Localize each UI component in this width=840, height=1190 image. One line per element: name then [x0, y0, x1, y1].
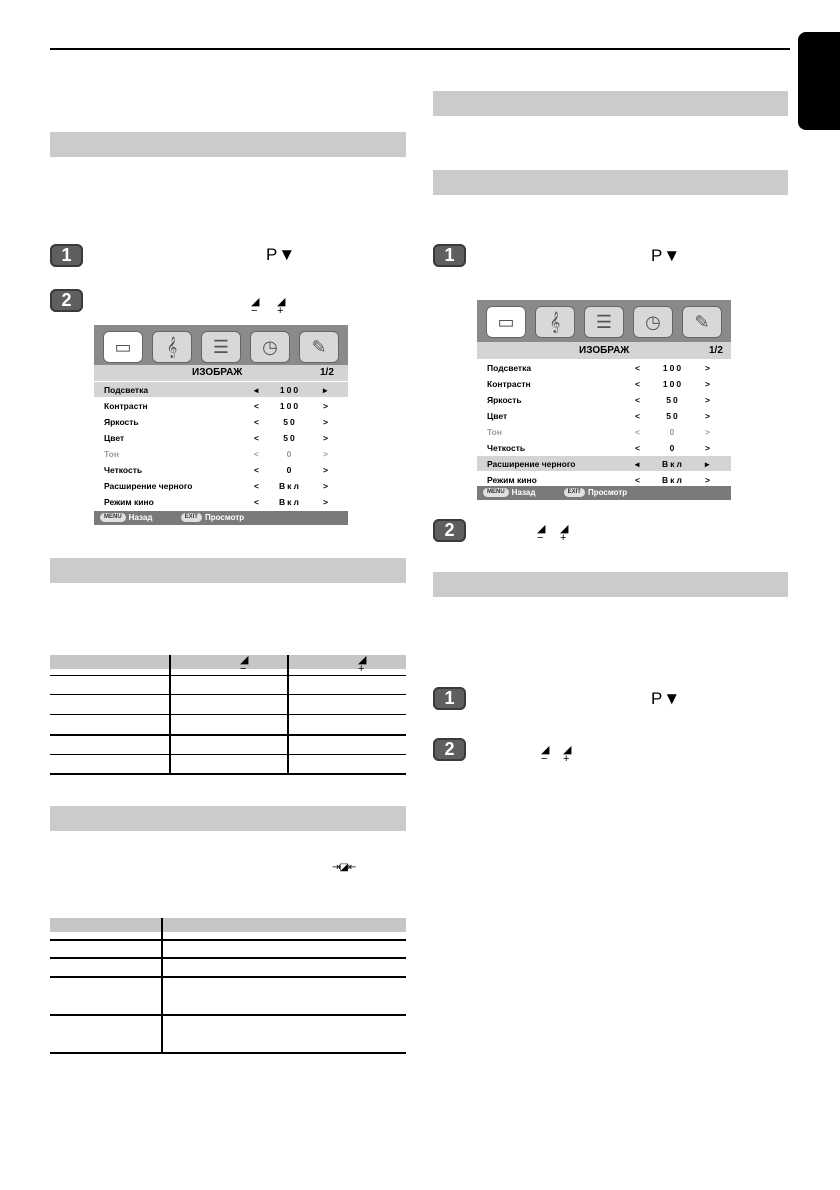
- decrease-arrow: <: [254, 401, 259, 411]
- increase-arrow: >: [323, 433, 328, 443]
- language-tab: [798, 32, 840, 130]
- menu-footer: [94, 511, 348, 525]
- menu-row-value: 100: [662, 363, 684, 373]
- menu-row-value: 100: [662, 379, 684, 389]
- header-rule: [50, 48, 790, 50]
- menu-row-value: 50: [666, 411, 680, 421]
- table2-row-line: [50, 976, 406, 978]
- table1-row-line: [50, 675, 406, 676]
- volume-plus-icon: ◢ +: [277, 296, 286, 317]
- section-bar-left-1: [50, 132, 406, 157]
- decrease-arrow: ◂: [635, 459, 640, 469]
- menu-row-value: 0: [286, 449, 294, 459]
- program-down-key-right-b: P▼: [651, 689, 682, 708]
- decrease-arrow: <: [254, 449, 259, 459]
- menu-row-label: Расширение черного: [487, 459, 576, 469]
- table2-row-line: [50, 957, 406, 959]
- menu-row[interactable]: [477, 472, 731, 487]
- menu-row-label: Контрастн: [104, 401, 148, 411]
- menu-row[interactable]: [94, 430, 348, 445]
- setup-tab-icon[interactable]: ☰: [584, 306, 624, 338]
- volume-minus-icon: ◢ −: [537, 523, 546, 544]
- menu-row[interactable]: [477, 360, 731, 375]
- increase-arrow: ▸: [705, 459, 710, 469]
- decrease-arrow: <: [635, 379, 640, 389]
- decrease-arrow: <: [254, 465, 259, 475]
- program-down-key-left: P▼: [266, 245, 297, 264]
- table1-row-line: [50, 734, 406, 736]
- menu-row-label: Подсветка: [487, 363, 532, 373]
- menu-row[interactable]: [94, 398, 348, 413]
- table2-row-line: [50, 939, 406, 941]
- sound-tab-icon[interactable]: 𝄞: [535, 306, 575, 338]
- menu-title: ИЗОБРАЖ: [579, 345, 630, 356]
- picture-menu-left: [94, 325, 348, 525]
- increase-arrow: >: [323, 401, 328, 411]
- table1-row-line: [50, 694, 406, 695]
- table1-volume-plus-icon: ◢ +: [358, 654, 367, 675]
- step-2-badge-right-b: 2: [433, 738, 466, 761]
- volume-minus-icon: ◢ −: [541, 744, 550, 765]
- increase-arrow: >: [323, 497, 328, 507]
- table1-bottom-line: [50, 773, 406, 775]
- menu-row-value: 50: [283, 417, 297, 427]
- picture-tab-icon[interactable]: ▭: [103, 331, 143, 363]
- back-label: Назад: [128, 513, 153, 522]
- menu-title-row: [477, 342, 731, 359]
- decrease-arrow: <: [635, 411, 640, 421]
- increase-arrow: >: [705, 475, 710, 485]
- menu-row-value: 0: [286, 465, 294, 475]
- increase-arrow: >: [323, 417, 328, 427]
- increase-arrow: >: [323, 449, 328, 459]
- increase-arrow: >: [705, 427, 710, 437]
- menu-row-label: Четкость: [104, 465, 143, 475]
- menu-icon-strip: [94, 325, 348, 365]
- picture-size-key-icon: ⇥◪⇤: [332, 862, 356, 873]
- program-down-key-right: P▼: [651, 246, 682, 265]
- menu-row[interactable]: [94, 478, 348, 493]
- decrease-arrow: <: [635, 427, 640, 437]
- menu-row-label: Четкость: [487, 443, 526, 453]
- menu-row-value: Вкл: [662, 459, 684, 469]
- section-bar-right-1: [433, 91, 788, 116]
- increase-arrow: >: [705, 443, 710, 453]
- menu-row-value: Вкл: [279, 481, 301, 491]
- step-2-badge-left: 2: [50, 289, 83, 312]
- menu-row-label: Цвет: [487, 411, 508, 421]
- sound-tab-icon[interactable]: 𝄞: [152, 331, 192, 363]
- menu-title-row: [94, 365, 348, 381]
- exit-key: EXIT: [564, 488, 585, 497]
- menu-row-label: Тон: [487, 427, 502, 437]
- view-label: Просмотр: [587, 488, 628, 497]
- menu-row[interactable]: [477, 424, 731, 439]
- increase-arrow: >: [705, 379, 710, 389]
- menu-page: 1/2: [709, 345, 723, 356]
- decrease-arrow: <: [635, 395, 640, 405]
- increase-arrow: >: [705, 395, 710, 405]
- menu-row-label: Подсветка: [104, 385, 149, 395]
- increase-arrow: ▸: [323, 385, 328, 395]
- section-bar-right-2: [433, 170, 788, 195]
- back-label: Назад: [511, 488, 536, 497]
- volume-plus-icon: ◢ +: [560, 523, 569, 544]
- menu-row[interactable]: [477, 376, 731, 391]
- table1-row-line: [50, 714, 406, 715]
- increase-arrow: >: [705, 411, 710, 421]
- menu-row[interactable]: [477, 456, 731, 471]
- menu-row-value: Вкл: [662, 475, 684, 485]
- menu-row-value: 0: [669, 427, 677, 437]
- menu-row-label: Контрастн: [487, 379, 531, 389]
- menu-row-label: Яркость: [487, 395, 522, 405]
- menu-row[interactable]: [477, 392, 731, 407]
- volume-minus-icon: ◢ −: [251, 296, 260, 317]
- menu-row[interactable]: [94, 414, 348, 429]
- table2-bottom-line: [50, 1052, 406, 1054]
- step-1-badge-right: 1: [433, 244, 466, 267]
- decrease-arrow: <: [254, 433, 259, 443]
- decrease-arrow: ◂: [254, 385, 259, 395]
- menu-page: 1/2: [320, 367, 334, 378]
- menu-row-label: Режим кино: [104, 497, 154, 507]
- table1-volume-minus-icon: ◢ −: [240, 654, 249, 675]
- increase-arrow: >: [323, 465, 328, 475]
- menu-row-value: Вкл: [279, 497, 301, 507]
- menu-row-label: Тон: [104, 449, 119, 459]
- table1-row-line: [50, 754, 406, 755]
- timer-tab-icon[interactable]: ◷: [633, 306, 673, 338]
- menu-title: ИЗОБРАЖ: [192, 367, 243, 378]
- table1-header: [50, 655, 406, 669]
- table2-row-line: [50, 1014, 406, 1016]
- picture-menu-right: [477, 300, 731, 500]
- menu-row-value: 50: [666, 395, 680, 405]
- tools-tab-icon[interactable]: ✎: [299, 331, 339, 363]
- menu-row-label: Яркость: [104, 417, 139, 427]
- decrease-arrow: <: [254, 497, 259, 507]
- menu-key: MENU: [483, 488, 509, 497]
- increase-arrow: >: [705, 363, 710, 373]
- menu-icon-strip: [477, 300, 731, 342]
- menu-row[interactable]: [477, 408, 731, 423]
- view-label: Просмотр: [204, 513, 245, 522]
- menu-footer: [477, 486, 731, 500]
- menu-row-label: Цвет: [104, 433, 125, 443]
- decrease-arrow: <: [635, 363, 640, 373]
- picture-tab-icon[interactable]: ▭: [486, 306, 526, 338]
- section-bar-right-3: [433, 572, 788, 597]
- menu-row-value: 0: [669, 443, 677, 453]
- increase-arrow: >: [323, 481, 328, 491]
- exit-key: EXIT: [181, 513, 202, 522]
- menu-row-label: Режим кино: [487, 475, 537, 485]
- timer-tab-icon[interactable]: ◷: [250, 331, 290, 363]
- menu-row[interactable]: [94, 446, 348, 461]
- menu-row[interactable]: [94, 382, 348, 397]
- step-1-badge-right-b: 1: [433, 687, 466, 710]
- menu-row-label: Расширение черного: [104, 481, 193, 491]
- setup-tab-icon[interactable]: ☰: [201, 331, 241, 363]
- table2-header: [50, 918, 406, 932]
- step-2-badge-right-a: 2: [433, 519, 466, 542]
- tools-tab-icon[interactable]: ✎: [682, 306, 722, 338]
- section-bar-left-2: [50, 558, 406, 583]
- decrease-arrow: <: [254, 417, 259, 427]
- decrease-arrow: <: [635, 443, 640, 453]
- menu-row-value: 50: [283, 433, 297, 443]
- menu-row[interactable]: [477, 440, 731, 455]
- decrease-arrow: <: [254, 481, 259, 491]
- menu-row[interactable]: [94, 462, 348, 477]
- decrease-arrow: <: [635, 475, 640, 485]
- menu-row-value: 100: [279, 385, 301, 395]
- menu-row[interactable]: [94, 494, 348, 509]
- menu-key: MENU: [100, 513, 126, 522]
- menu-row-value: 100: [279, 401, 301, 411]
- step-1-badge-left: 1: [50, 244, 83, 267]
- section-bar-left-3: [50, 806, 406, 831]
- volume-plus-icon: ◢ +: [563, 744, 572, 765]
